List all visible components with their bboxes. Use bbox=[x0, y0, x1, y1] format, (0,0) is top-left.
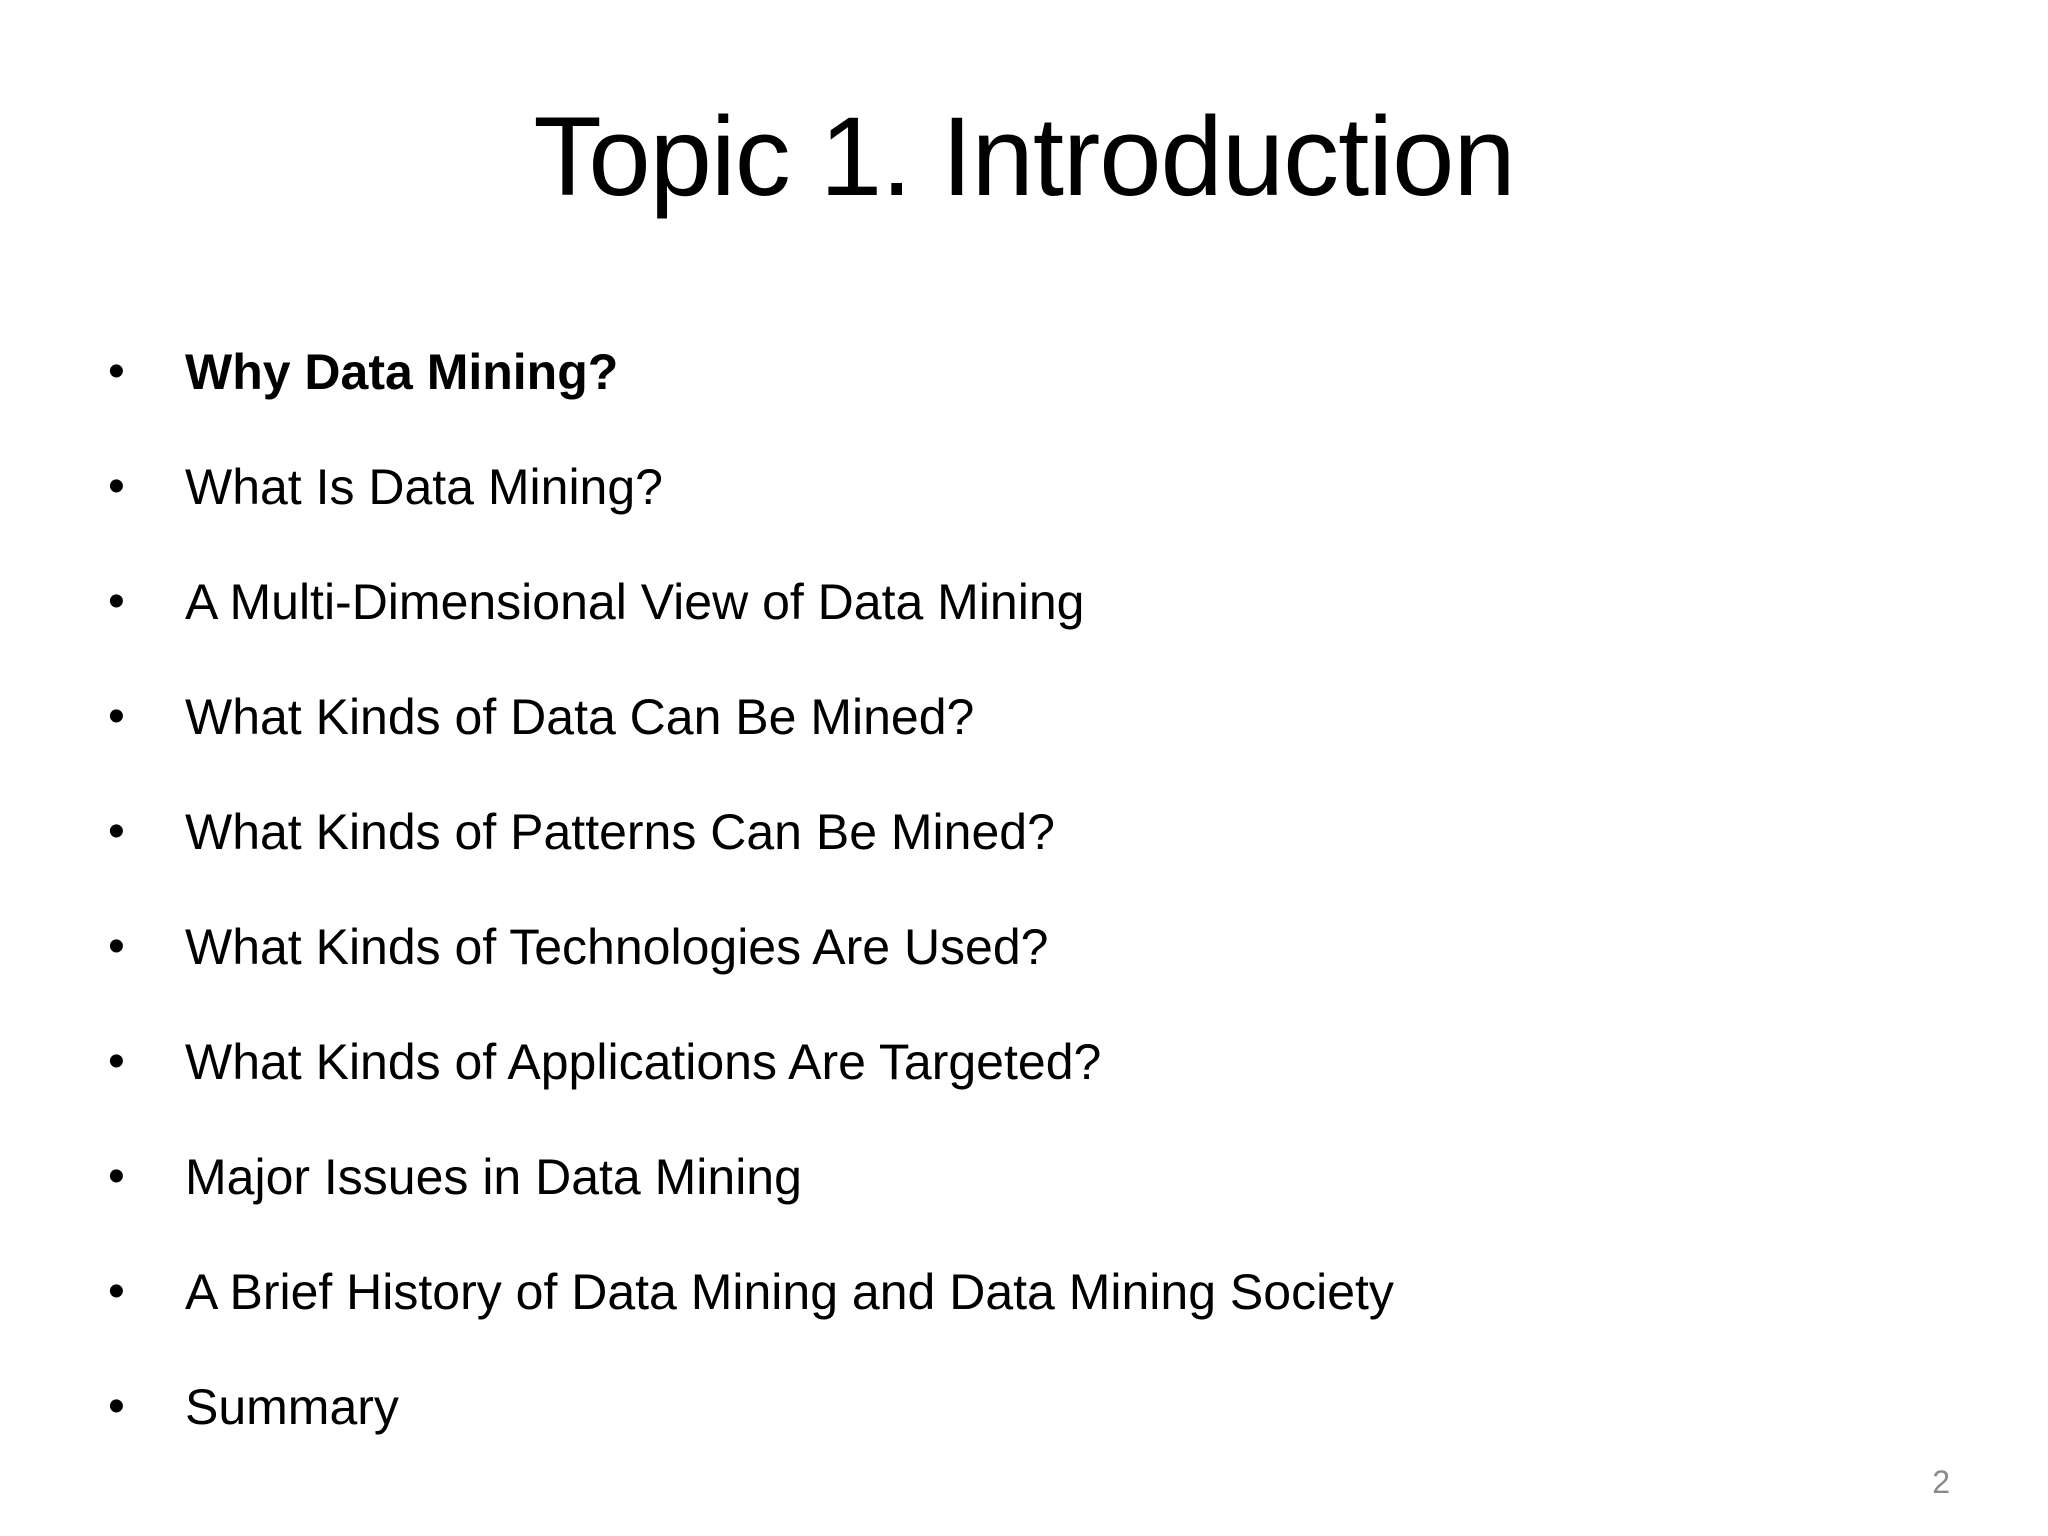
list-item-label: A Brief History of Data Mining and Data Mining Society bbox=[185, 1264, 1394, 1320]
list-item-label: What Kinds of Applications Are Targeted? bbox=[185, 1034, 1102, 1090]
list-item-label: Why Data Mining? bbox=[185, 344, 619, 400]
slide-title: Topic 1. Introduction bbox=[533, 94, 1515, 219]
list-item bbox=[108, 800, 1908, 915]
list-item bbox=[108, 685, 1908, 800]
list-item-label: What Kinds of Patterns Can Be Mined? bbox=[185, 804, 1055, 860]
list-item-label: A Multi-Dimensional View of Data Mining bbox=[185, 574, 1085, 630]
list-item bbox=[108, 915, 1908, 1030]
list-item bbox=[108, 1375, 1908, 1490]
list-item bbox=[108, 1260, 1908, 1375]
list-item-label: What Is Data Mining? bbox=[185, 459, 663, 515]
list-item-label: Major Issues in Data Mining bbox=[185, 1149, 802, 1205]
list-item-label: What Kinds of Technologies Are Used? bbox=[185, 919, 1049, 975]
bullet-icon: • bbox=[108, 1150, 125, 1203]
list-item bbox=[108, 1030, 1908, 1145]
bullet-icon: • bbox=[108, 1035, 125, 1088]
list-item bbox=[108, 455, 1908, 570]
bullet-icon: • bbox=[108, 345, 125, 398]
bullet-icon: • bbox=[108, 920, 125, 973]
bullet-icon: • bbox=[108, 690, 125, 743]
page-number: 2 bbox=[1932, 1464, 1950, 1500]
bullet-icon: • bbox=[108, 575, 125, 628]
list-item bbox=[108, 570, 1908, 685]
bullet-icon: • bbox=[108, 1265, 125, 1318]
bullet-icon: • bbox=[108, 1380, 125, 1433]
bullet-icon: • bbox=[108, 805, 125, 858]
bullet-icon: • bbox=[108, 460, 125, 513]
list-item bbox=[108, 1145, 1908, 1260]
list-item-label: What Kinds of Data Can Be Mined? bbox=[185, 689, 975, 745]
list-item-label: Summary bbox=[185, 1379, 399, 1435]
topic-list bbox=[108, 340, 1908, 1490]
list-item bbox=[108, 340, 1908, 455]
